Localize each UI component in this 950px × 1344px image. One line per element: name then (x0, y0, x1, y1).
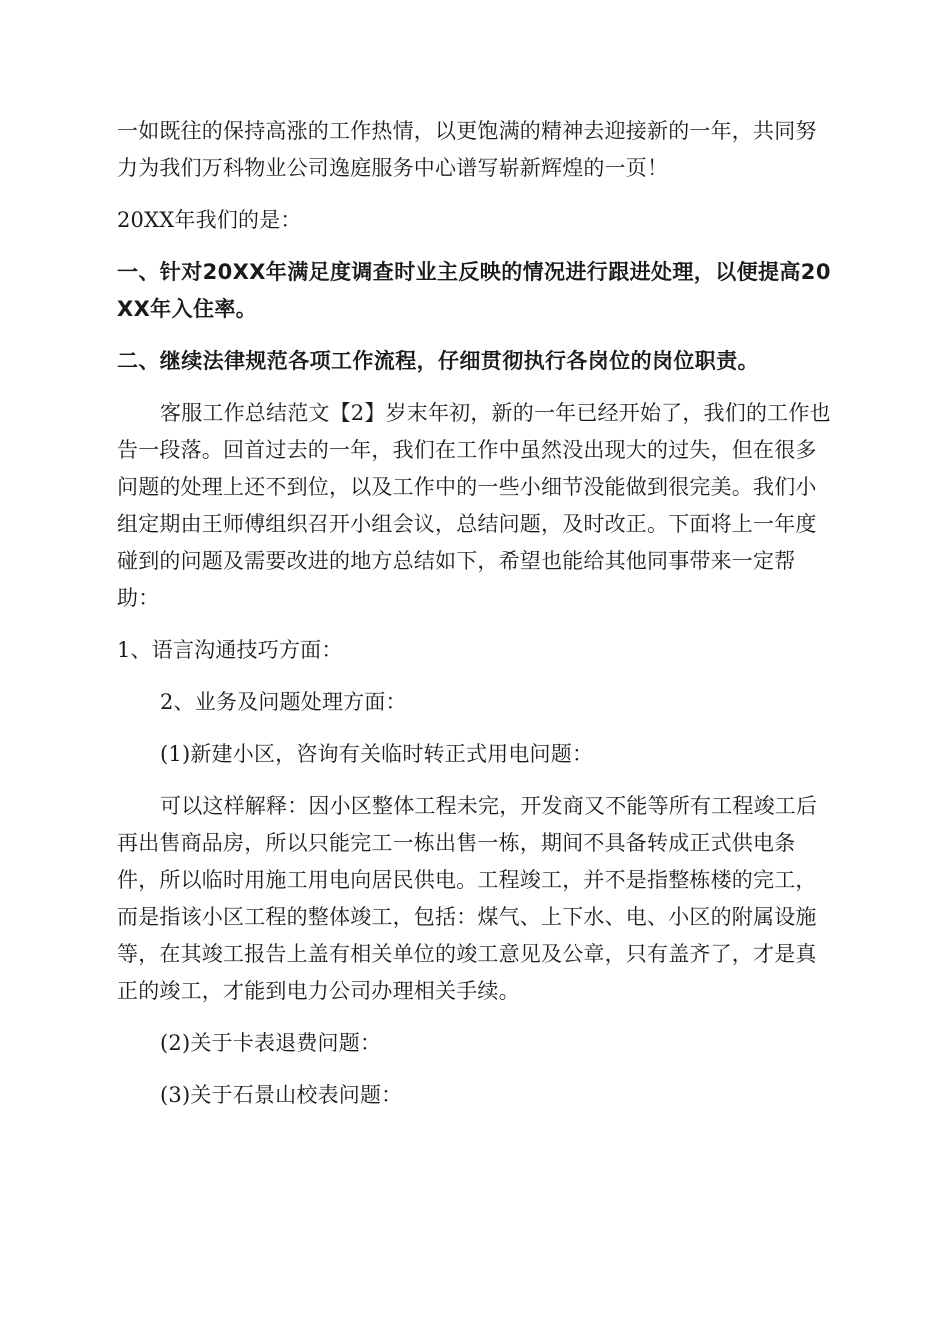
subsection-heading-1: (1)新建小区，咨询有关临时转正式用电问题： (160, 742, 594, 766)
plan-item-1: 一、针对20XX年满足度调查时业主反映的情况进行跟进处理，以便提高20XX年入住率。 (117, 260, 831, 321)
subsection-heading-3: (3)关于石景山校表问题： (160, 1083, 403, 1107)
section-heading-1: 1、语言沟通技巧方面： (117, 638, 343, 662)
section-heading-2: 2、业务及问题处理方面： (160, 690, 407, 714)
paragraph-plan-intro: 20XX年我们的是： (117, 208, 302, 232)
paragraph-summary-2: 客服工作总结范文【2】岁末年初，新的一年已经开始了，我们的工作也告一段落。回首过去的一年，我们在工作中虽然没出现大的过失，但在很多问题的处理上还不到位，以及工作中的一些小细节没能做到很完美。我们小组定期由王师傅组织召开小组会议，总结问题，及时改正。下面将上一年度碰到的问题及需要改进的地方总结如下，希望也能给其他同事带来一定帮助： (117, 401, 831, 610)
paragraph-explanation: 可以这样解释：因小区整体工程未完，开发商又不能等所有工程竣工后再出售商品房，所以只能完工一栋出售一栋，期间不具备转成正式供电条件，所以临时用施工用电向居民供电。工程竣工，并不是指整栋楼的完工，而是指该小区工程的整体竣工，包括：煤气、上下水、电、小区的附属设施等，在其竣工报告上盖有相关单位的竣工意见及公章，只有盖齐了，才是真正的竣工，才能到电力公司办理相关手续。 (117, 794, 818, 1003)
document-page (117, 113, 833, 1114)
paragraph-closing: 一如既往的保持高涨的工作热情，以更饱满的精神去迎接新的一年，共同努力为我们万科物业公司逸庭服务中心谱写崭新辉煌的一页！ (117, 119, 817, 180)
subsection-heading-2: (2)关于卡表退费问题： (160, 1031, 382, 1055)
plan-item-2: 二、继续法律规范各项工作流程，仔细贯彻执行各岗位的岗位职责。 (117, 349, 759, 373)
